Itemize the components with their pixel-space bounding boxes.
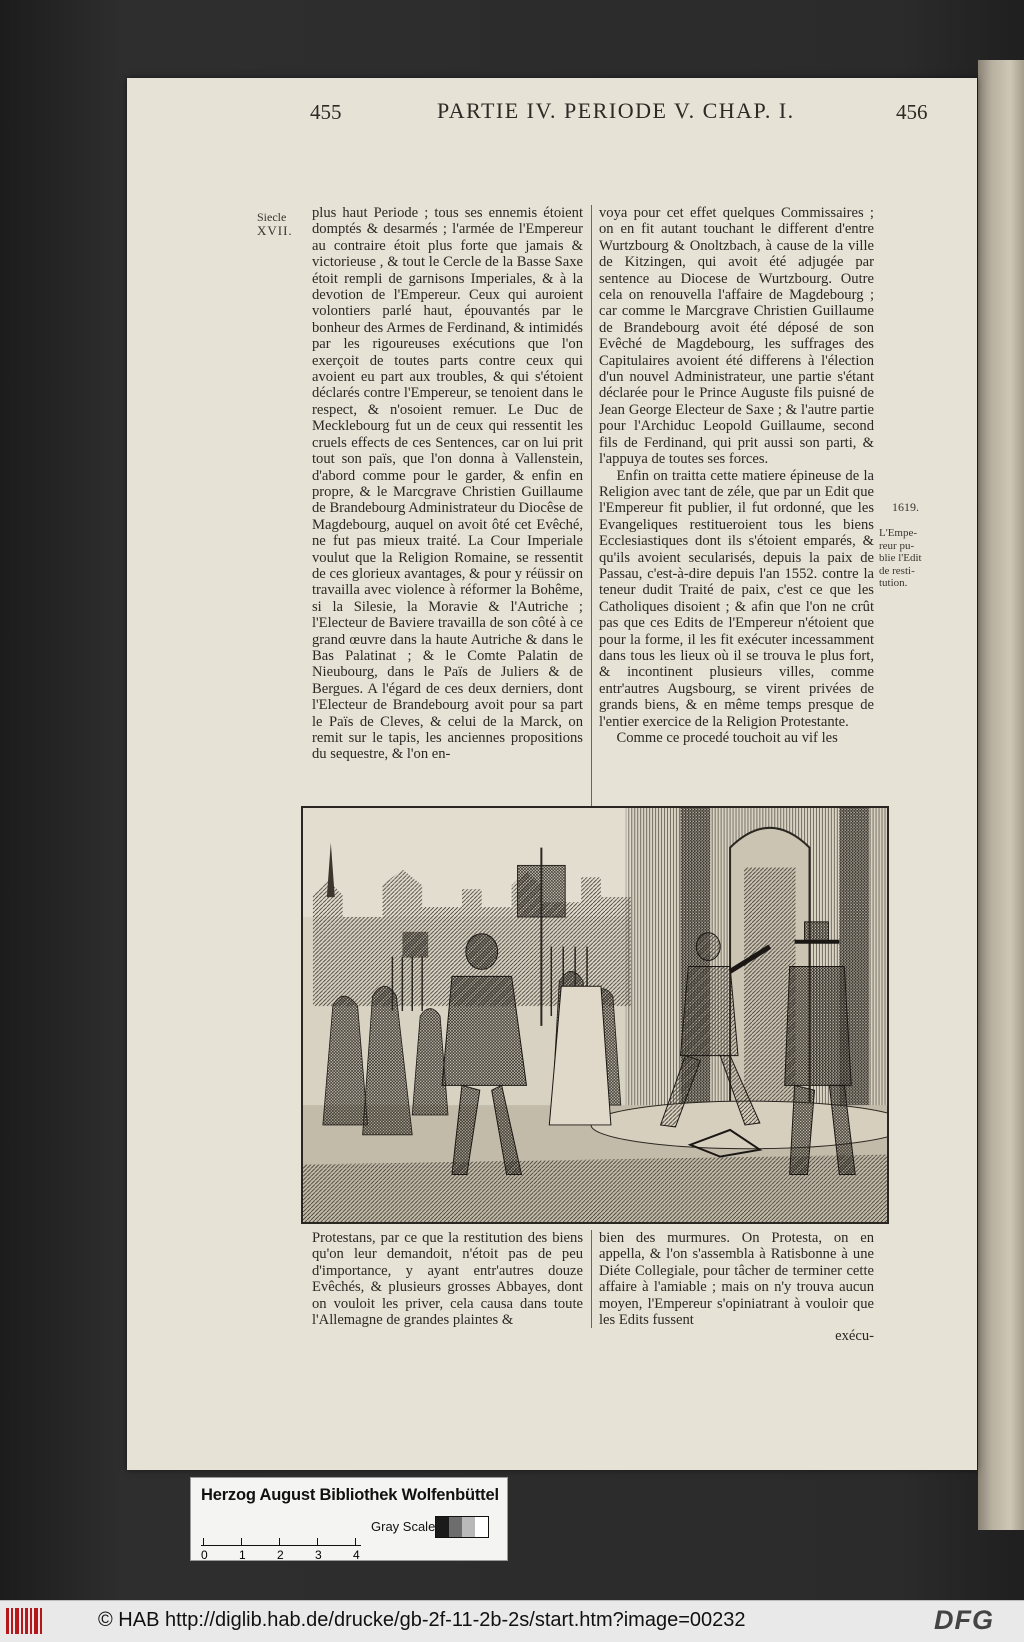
page-number-right: 456 — [896, 100, 928, 124]
chapter-title: PARTIE IV. PERIODE V. CHAP. I. — [437, 98, 795, 123]
color-scale-card — [190, 1477, 508, 1561]
barcode-logo-icon — [6, 1606, 46, 1636]
source-url[interactable]: © HAB http://diglib.hab.de/drucke/gb-2f-11-2b-2s/start.htm?image=00232 — [98, 1609, 746, 1631]
ruler-tick — [241, 1538, 242, 1546]
dfg-logo: DFG — [934, 1605, 994, 1635]
ruler-number: 3 — [315, 1548, 322, 1562]
page-number-left: 455 — [310, 100, 342, 124]
margin-note-line: L'Empe- — [879, 527, 918, 539]
paragraph: Comme ce procedé touchoit au vif les — [616, 730, 838, 746]
column-divider — [591, 205, 592, 871]
paragraph: plus haut Periode ; tous ses ennemis étoient domptés & desarmés ; l'armée de l'Empereur au contraire étoit plus forte que jamais & victorieuse , & tout le Cercle de la Basse Saxe étoit rempli de garnisons Imperiales, & à la devotion de l'Empereur. Ceux qui auroient volontiers parlé haut, épouvantés par le bonheur des Armes de Ferdinand, & intimidés par les rigoureuses exécutions que l'on exerçoit de toutes parts contre ceux qui avoient eu part aux troubles, & qui s'étoient déclarés contre l'Empereur, se tenoient dans le respect, & n'osoient remuer. Le Duc de Mecklebourg fut un de ceux qui ressentit les cruels effects de ces Sentences, car on lui prit tout son païs, que l'on donna à Vallenstein, d'abord comme pour le garder, & enfin en propre, & le Marcgrave Christien Guillaume de Brandebourg Administrateur du Diocêse de Magdebourg, auquel on avoit ôté cet Evêché, ne fut pas mieux traité. La Cour Imperiale voulut que la Religion Romaine, se ressentit de ces glorieux avantages, & pour y réüssir on travailla avec violence à réformer la Bohême, si la Silesie, la Moravie & l'Autriche ; l'Electeur de Baviere travailla de son côté à ce grand œuvre dans la haute Autriche & dans le Bas Palatinat ; & le Comte Palatin de Nieubourg, dans le Païs de Juliers & de Bergues. A l'égard de ces deux derniers, dont l'Electeur de Brandebourg avoit pour sa part le Païs de Cleves, & celui de la Marck, on remit sur le tapis, les anciennes propositions du sequestre, & l'on en- — [312, 205, 583, 763]
footer-bar — [0, 1600, 1024, 1642]
ruler-numbers — [201, 1548, 371, 1568]
ruler-number: 4 — [353, 1548, 360, 1562]
column-right-top — [599, 205, 874, 873]
gray-swatch — [462, 1517, 475, 1537]
gray-scale-label: Gray Scale — [371, 1519, 436, 1534]
gray-swatch — [475, 1517, 488, 1537]
margin-siecle: Siecle — [257, 210, 287, 224]
ruler-tick — [203, 1538, 204, 1546]
engraving-drawing — [303, 808, 887, 1222]
margin-year: 1619. — [892, 500, 919, 514]
margin-century — [257, 210, 293, 238]
paragraph: voya pour cet effet quelques Commissaires ; on en fit autant touchant le different d'entre Wurtzbourg & Onoltzbach, à cause de la ville de Kitzingen, qui avoit été adjugée par sentence au Diocese de Wurtzbourg. Outre cela on renouvella l'affaire de Magdebourg ; car comme le Marcgrave Christien Guillaume de Brandebourg avoit été déposé de son Evêché de Magdebourg, les suffrages des Capitulaires avoient été differens à l'élection d'un nouvel Administrateur, une partie s'étant déclarée pour le Prince Auguste fils puisné de Jean George Electeur de Saxe ; & l'autre partie pour l'Archiduc Leopold Guillaume, second fils de Ferdinand, qui prit aussi son parti, & l'appuya de toutes ses forces. — [599, 205, 874, 468]
paragraph: bien des murmures. On Protesta, on en appella, & l'on s'assembla à Ratisbonne à une Diéte Collegiale, pour tâcher de terminer cette affaire à l'amiable ; mais on n'y trouva aucun moyen, l'Empereur s'opiniatrant à vouloir que les Edits fussent — [599, 1230, 874, 1329]
column-right-bottom — [599, 1230, 874, 1350]
gray-swatch — [436, 1517, 449, 1537]
margin-note-line: de resti- — [879, 564, 915, 577]
gray-swatch — [449, 1517, 462, 1537]
ruler-tick — [355, 1538, 356, 1546]
column-left-top — [312, 205, 583, 873]
column-divider — [591, 1230, 592, 1328]
ruler-tick — [279, 1538, 280, 1546]
paragraph: Protestans, par ce que la restitution des biens qu'on leur demandoit, n'étoit pas de peu d'importance, y ayant entr'autres douze Evêchés, & plusieurs grosses Abbayes, dont on vouloit les priver, cela causa dans toute l'Allemagne de grandes plaintes & — [312, 1230, 583, 1329]
adjacent-page-edge — [978, 60, 1024, 1530]
margin-note-line: reur pu- — [879, 539, 915, 552]
library-name: Herzog August Bibliothek Wolfenbüttel — [201, 1486, 499, 1504]
margin-note-line: tution. — [879, 577, 908, 589]
paragraph: Enfin on traitta cette matiere épineuse de la Religion avec tant de zéle, que par un Edit que l'Empereur fit publier, il fut ordonné, que les Evangeliques restitueroient tous les biens Ecclesiastiques dont ils s'étoient emparés, & qu'ils avoient secularisés, depuis la paix de Passau, c'est-à-dire depuis l'an 1552. contre la teneur dudit Traité de paix, c'est ce que les Catholiques disoient ; & afin que l'on ne crût pas que ces Edits de l'Empereur n'étoient que pour la forme, il les fit exécuter incessamment dans tous les lieux où il se trouva le plus fort, & incontinent plusieurs villes, comme entr'autres Augsbourg, se virent privées de grands biens, & en même temps presque de l'entier exercice de la Religion Protestante. — [599, 467, 874, 730]
catchword: exécu- — [835, 1328, 874, 1345]
column-left-bottom — [312, 1230, 583, 1330]
gray-swatches — [435, 1516, 489, 1538]
engraving-illustration — [301, 806, 889, 1224]
ruler-line — [201, 1545, 361, 1546]
ruler-number: 2 — [277, 1548, 284, 1562]
ruler-number: 0 — [201, 1548, 208, 1562]
running-head — [180, 98, 928, 130]
margin-century-number: XVII. — [257, 223, 293, 238]
margin-note-edict — [879, 527, 922, 590]
book-page — [127, 78, 977, 1470]
margin-note-line: blie l'Edit — [879, 552, 922, 564]
ruler-number: 1 — [239, 1548, 246, 1562]
ruler-tick — [317, 1538, 318, 1546]
